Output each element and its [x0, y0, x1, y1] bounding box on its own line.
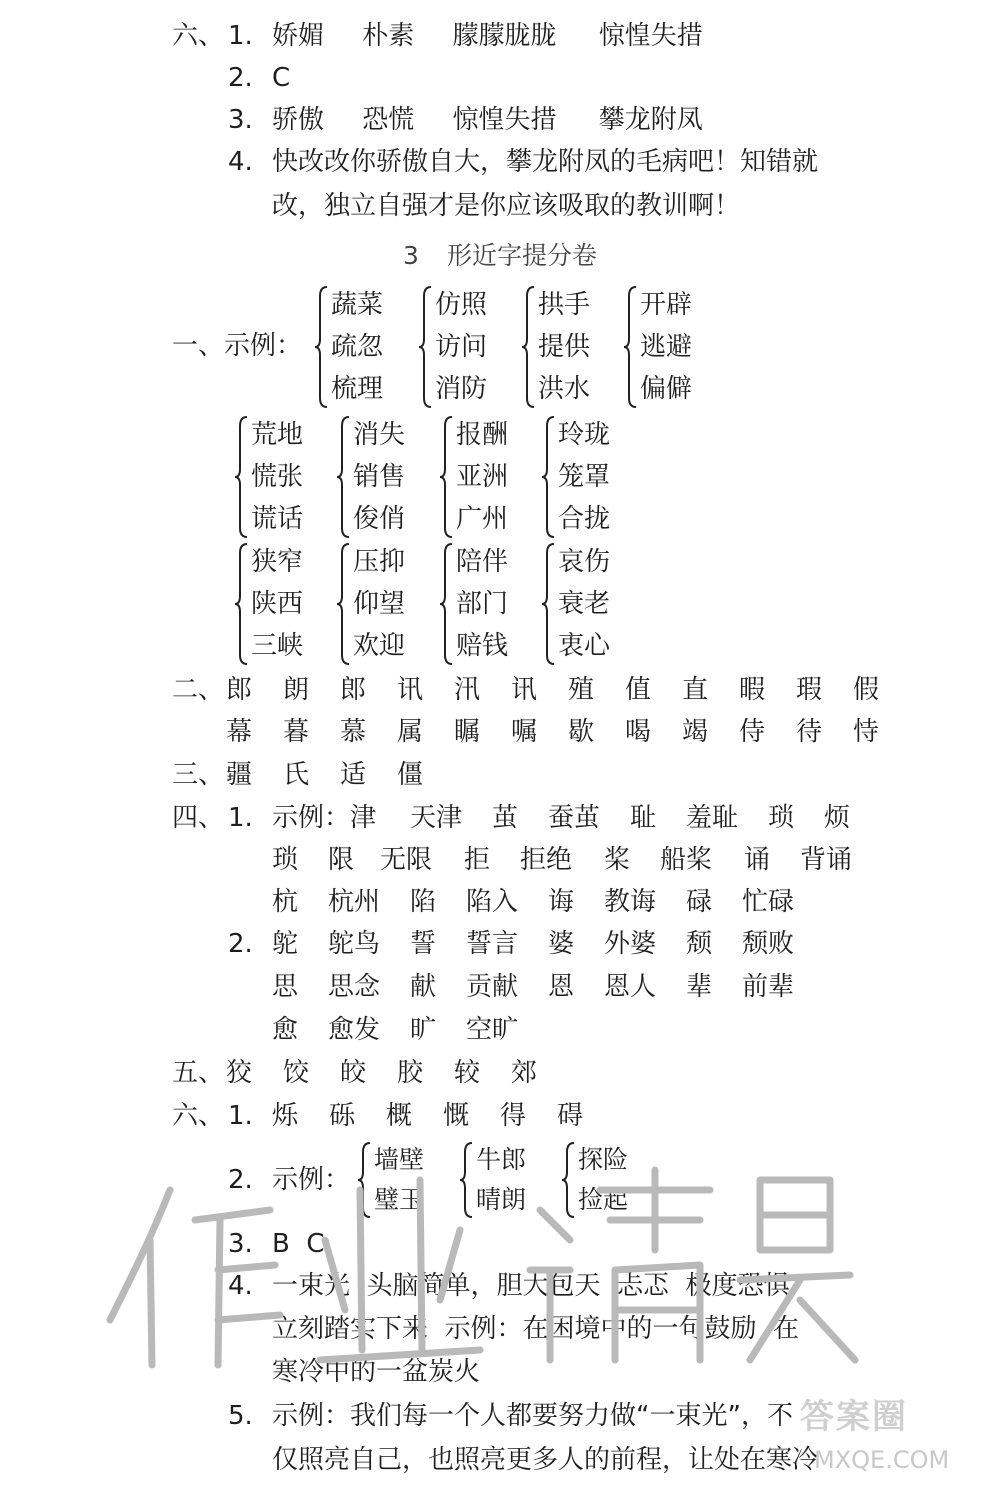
group-word: 销售 — [353, 462, 406, 492]
answer-token: 蚕茧 — [548, 803, 601, 833]
group-word: 广州 — [456, 504, 509, 534]
answer-token: 旷 — [410, 1015, 437, 1045]
group-word: 梳理 — [331, 374, 384, 404]
answer-token: 汛 — [454, 675, 481, 705]
brace-icon — [540, 541, 556, 667]
answer-word: 朦朦胧胧 — [452, 21, 557, 51]
part5-label: 五、 — [172, 1058, 225, 1088]
answer-line: 快改改你骄傲自大，攀龙附凤的毛病吧！知错就 — [272, 147, 819, 177]
group-word: 墙壁 — [374, 1145, 425, 1174]
answer-line — [272, 100, 703, 140]
group-word: 消失 — [353, 420, 406, 450]
group-word: 陕西 — [251, 589, 304, 619]
answer-token: 耻 — [630, 803, 657, 833]
answer-word: 攀龙附凤 — [598, 105, 703, 135]
answer-token: 郊 — [511, 1058, 538, 1088]
answer-token: 陷 — [410, 887, 437, 917]
answer-token: 适 — [340, 760, 367, 790]
brace-icon — [335, 414, 351, 540]
answer-line: 示例：我们每一个人都要努力做“一束光”，不 — [272, 1401, 793, 1431]
answer-line: 寒冷中的一盆炭火 — [272, 1357, 481, 1387]
watermark-strokes — [110, 1170, 855, 1365]
answer-token: 值 — [625, 675, 652, 705]
group-word: 压抑 — [353, 547, 406, 577]
group-word: 衰老 — [558, 589, 611, 619]
answer-token: 皎 — [340, 1058, 367, 1088]
part4-label: 四、 — [172, 803, 225, 833]
group-word: 赔钱 — [456, 631, 509, 661]
answer-line: 立刻踏实下来 示例：在困境中的一句鼓励 在 — [272, 1314, 800, 1344]
answer-token: 嘱 — [511, 717, 538, 747]
section-number: 3 — [403, 241, 419, 270]
answer-token: 鸵鸟 — [328, 929, 381, 959]
group-word: 欢迎 — [353, 631, 406, 661]
answer-token: 诲 — [548, 887, 575, 917]
answer-token: 杭州 — [328, 887, 381, 917]
answer-token: 较 — [454, 1058, 481, 1088]
answer-line — [272, 58, 290, 98]
answer-token: 朗 — [283, 675, 310, 705]
answer-token: 船桨 — [660, 845, 713, 875]
group-word: 俊俏 — [353, 504, 406, 534]
group-word: 合拢 — [558, 504, 611, 534]
answer-token: 忙碌 — [742, 887, 795, 917]
answer-word: 惊惶失措 — [452, 105, 557, 135]
watermark-logo — [100, 1150, 860, 1380]
group-word: 探险 — [578, 1145, 629, 1174]
group-word: 逃避 — [640, 332, 693, 362]
brace-icon — [233, 541, 249, 667]
answer-token: 示例：津 — [272, 803, 377, 833]
answer-token: 碍 — [557, 1101, 584, 1131]
group-word: 亚洲 — [456, 462, 509, 492]
answer-token: 属 — [397, 717, 424, 747]
brace-icon — [622, 284, 638, 410]
answer-token: 恩人 — [604, 972, 657, 1002]
answer-token: 拒绝 — [520, 845, 573, 875]
char-row — [272, 1096, 614, 1136]
answer-word: 娇媚 — [272, 21, 325, 51]
brace-icon — [438, 541, 454, 667]
answer-token: 琐 — [768, 803, 795, 833]
answer-line — [272, 16, 703, 56]
group-word: 仰望 — [353, 589, 406, 619]
answer-token: 得 — [500, 1101, 527, 1131]
part2-label: 二、 — [172, 675, 225, 705]
answer-token: 拒 — [464, 845, 491, 875]
answer-token: 胶 — [397, 1058, 424, 1088]
answer-word: 骄傲 — [272, 105, 325, 135]
answer-token: 贡献 — [466, 972, 519, 1002]
answer-token: 慕 — [340, 717, 367, 747]
group-word: 晴朗 — [476, 1185, 527, 1214]
site-logo — [800, 1395, 990, 1485]
answer-line: 一束光 头脑简单，胆大包天 忐忑 极度恐惧 — [272, 1271, 790, 1301]
answer-token: 颓败 — [742, 929, 795, 959]
answer-token: 瑕 — [796, 675, 823, 705]
answer-token: 茧 — [492, 803, 519, 833]
answer-token: 誓 — [410, 929, 437, 959]
answer-token: 辈 — [686, 972, 713, 1002]
answer-word: C — [272, 63, 291, 93]
brace-icon — [540, 414, 556, 540]
answer-token: 饺 — [283, 1058, 310, 1088]
char-row — [226, 670, 910, 710]
answer-choice: B C — [272, 1229, 325, 1259]
answer-token: 背诵 — [800, 845, 853, 875]
answer-token: 烁 — [272, 1101, 299, 1131]
answer-token: 暇 — [739, 675, 766, 705]
part3-label: 三、 — [172, 760, 225, 790]
group-word: 疏忽 — [331, 332, 384, 362]
group-word: 消防 — [435, 374, 488, 404]
item-number: 5. — [228, 1401, 253, 1431]
answer-token: 讯 — [511, 675, 538, 705]
brace-icon — [417, 284, 433, 410]
top-section-label: 六、 — [172, 21, 225, 51]
answer-token: 烦 — [824, 803, 851, 833]
answer-token: 琐 — [272, 845, 299, 875]
group-word: 狭窄 — [251, 547, 304, 577]
answer-line: 仅照亮自己，也照亮更多人的前程，让处在寒冷 — [272, 1445, 819, 1475]
answer-token: 慨 — [443, 1101, 470, 1131]
answer-token: 殖 — [568, 675, 595, 705]
group-word: 陪伴 — [456, 547, 509, 577]
group-word: 提供 — [538, 332, 591, 362]
group-word: 报酬 — [456, 420, 509, 450]
answer-word: 恐慌 — [362, 105, 415, 135]
answer-token: 喝 — [625, 717, 652, 747]
answer-token: 郎 — [340, 675, 367, 705]
answer-word: 朴素 — [362, 21, 415, 51]
word-row — [272, 967, 794, 1007]
group-word: 衷心 — [558, 631, 611, 661]
answer-token: 诵 — [744, 845, 771, 875]
item-number: 2. — [228, 63, 253, 93]
char-row — [226, 712, 910, 752]
answer-token: 愈 — [272, 1015, 299, 1045]
item-number: 1. — [228, 1101, 253, 1131]
answer-token: 歇 — [568, 717, 595, 747]
answer-token: 假 — [853, 675, 880, 705]
answer-token: 恩 — [548, 972, 575, 1002]
group-word: 拱手 — [538, 290, 591, 320]
logo-text: 答案圈 — [800, 1397, 908, 1437]
answer-token: 疆 — [226, 760, 253, 790]
group-word: 笼罩 — [558, 462, 611, 492]
item-number: 1. — [228, 21, 253, 51]
answer-token: 氏 — [283, 760, 310, 790]
brace-icon — [313, 284, 329, 410]
word-row — [272, 882, 794, 922]
answer-line: 改，独立自强才是你应该吸取的教训啊！ — [272, 191, 741, 221]
group-word: 璧玉 — [374, 1185, 425, 1214]
example-prefix: 示例： — [272, 1165, 351, 1195]
answer-token: 待 — [796, 717, 823, 747]
word-row — [272, 798, 850, 838]
group-word: 荒地 — [251, 420, 304, 450]
word-row — [272, 1010, 518, 1050]
answer-token: 天津 — [410, 803, 463, 833]
group-word: 仿照 — [435, 290, 488, 320]
answer-token: 教诲 — [604, 887, 657, 917]
answer-token: 前辈 — [742, 972, 795, 1002]
group-word: 三峡 — [251, 631, 304, 661]
answer-token: 幕 — [226, 717, 253, 747]
answer-token: 狡 — [226, 1058, 253, 1088]
answer-token: 誓言 — [466, 929, 519, 959]
part1-label: 一、示例： — [172, 331, 303, 361]
answer-token: 陷入 — [466, 887, 519, 917]
group-word: 慌张 — [251, 462, 304, 492]
group-word: 洪水 — [538, 374, 591, 404]
answer-token: 鸵 — [272, 929, 299, 959]
answer-token: 外婆 — [604, 929, 657, 959]
answer-token: 瞩 — [454, 717, 481, 747]
answer-token: 恃 — [853, 717, 880, 747]
word-row — [272, 924, 794, 964]
answer-token: 砾 — [329, 1101, 356, 1131]
answer-token: 羞耻 — [686, 803, 739, 833]
item-number: 2. — [228, 929, 253, 959]
answer-token: 僵 — [397, 760, 424, 790]
answer-token: 无限 — [380, 845, 433, 875]
answer-word: 惊惶失措 — [598, 21, 703, 51]
item-number: 3. — [228, 1229, 253, 1259]
answer-token: 碌 — [686, 887, 713, 917]
group-word: 开辟 — [640, 290, 693, 320]
answer-token: 侍 — [739, 717, 766, 747]
item-number: 4. — [228, 1271, 253, 1301]
group-word: 谎话 — [251, 504, 304, 534]
brace-icon — [335, 541, 351, 667]
answer-token: 直 — [682, 675, 709, 705]
answer-token: 竭 — [682, 717, 709, 747]
group-word: 捡起 — [578, 1185, 629, 1214]
answer-token: 暮 — [283, 717, 310, 747]
group-word: 哀伤 — [558, 547, 611, 577]
group-word: 蔬菜 — [331, 290, 384, 320]
answer-token: 思 — [272, 972, 299, 1002]
answer-token: 桨 — [604, 845, 631, 875]
answer-token: 愈发 — [328, 1015, 381, 1045]
group-word: 访问 — [435, 332, 488, 362]
group-word: 牛郎 — [476, 1145, 527, 1174]
item-number: 1. — [228, 803, 253, 833]
char-row — [226, 755, 454, 795]
answer-token: 杭 — [272, 887, 299, 917]
group-word: 玲珑 — [558, 420, 611, 450]
answer-token: 颓 — [686, 929, 713, 959]
item-number: 2. — [228, 1165, 253, 1195]
answer-token: 概 — [386, 1101, 413, 1131]
char-row — [226, 1053, 568, 1093]
item-number: 3. — [228, 105, 253, 135]
answer-token: 讯 — [397, 675, 424, 705]
answer-token: 献 — [410, 972, 437, 1002]
word-row — [272, 840, 852, 880]
brace-icon — [233, 414, 249, 540]
logo-url: MXQE.COM — [814, 1446, 950, 1474]
answer-token: 限 — [328, 845, 355, 875]
answer-token: 婆 — [548, 929, 575, 959]
group-word: 偏僻 — [640, 374, 693, 404]
brace-icon — [438, 414, 454, 540]
answer-token: 郎 — [226, 675, 253, 705]
item-number: 4. — [228, 147, 253, 177]
brace-icon — [520, 284, 536, 410]
group-word: 部门 — [456, 589, 509, 619]
part6-label: 六、 — [172, 1101, 225, 1131]
section-title-text: 形近字提分卷 — [446, 241, 597, 270]
section-title — [0, 236, 1000, 276]
answer-token: 空旷 — [466, 1015, 519, 1045]
answer-token: 思念 — [328, 972, 381, 1002]
